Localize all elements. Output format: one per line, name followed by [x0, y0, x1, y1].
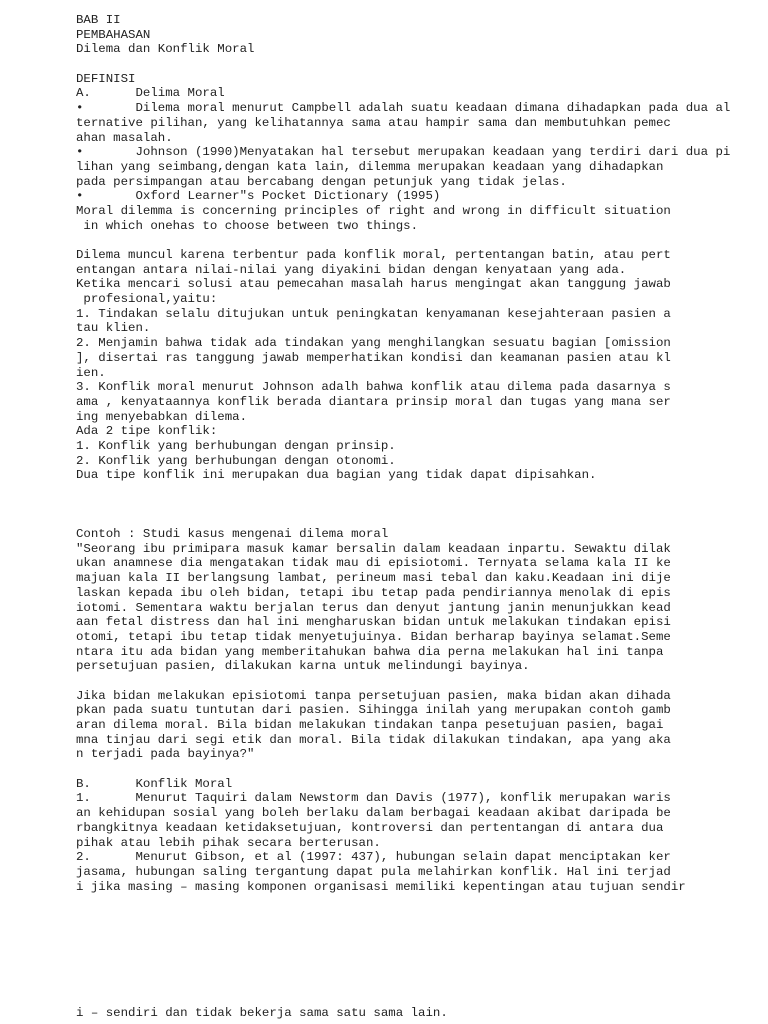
text-line: B. Konflik Moral — [76, 776, 233, 791]
text-line: 2. Menjamin bahwa tidak ada tindakan yang menghilangkan sesuatu bagian [omission — [76, 336, 671, 351]
document-title: Dilema dan Konflik Moral — [76, 42, 255, 57]
text-line: pada persimpangan atau bercabang dengan petunjuk yang tidak jelas. — [76, 174, 567, 189]
text-line: otomi, tetapi ibu tetap tidak menyetujuinya. Bidan berharap bayinya selamat.Seme — [76, 629, 671, 644]
text-line: aran dilema moral. Bila bidan melakukan tindakan tanpa pesetujuan pasien, bagai — [76, 718, 664, 732]
subheading-a: A. Delima Moral — [76, 86, 225, 101]
section-heading: PEMBAHASAN — [76, 27, 151, 42]
text-line: Moral dilemma is concerning principles of right and wrong in difficult situation — [76, 203, 671, 218]
definisi-heading: DEFINISI — [76, 71, 136, 86]
text-line: aan fetal distress dan hal ini mengharuskan bidan untuk melakukan tindakan episi — [76, 615, 671, 630]
text-line: jasama, hubungan saling tergantung dapat pula melahirkan konflik. Hal ini terjad — [76, 864, 671, 879]
text-line: entangan antara nilai-nilai yang diyakini bidan dengan kenyataan yang ada. — [76, 262, 627, 277]
text-line: Ada 2 tipe konflik: — [76, 424, 218, 439]
text-line: 2. Konflik yang berhubungan dengan otonomi. — [76, 453, 396, 468]
text-line: ], disertai ras tanggung jawab memperhatikan kondisi dan keamanan pasien atau kl — [76, 350, 671, 365]
text-line: 3. Konflik moral menurut Johnson adalh bahwa konflik atau dilema pada dasarnya s — [76, 380, 671, 395]
text-line: ahan masalah. — [76, 130, 173, 145]
text-line: Contoh : Studi kasus mengenai dilema moral — [76, 527, 389, 542]
text-line: rbangkitnya keadaan ketidaksetujuan, kontroversi dan pertentangan di antara dua — [76, 820, 664, 835]
paragraph-responsibility — [76, 248, 756, 483]
text-line: Dua tipe konflik ini merupakan dua bagian yang tidak dapat dipisahkan. — [76, 468, 597, 483]
text-line: n terjadi pada bayinya?" — [76, 747, 255, 762]
footer-continuation-line: i – sendiri dan tidak bekerja sama satu sama lain. — [76, 1006, 448, 1020]
chapter-heading: BAB II — [76, 13, 121, 27]
text-line: pihak atau lebih pihak secara berterusan. — [76, 835, 381, 850]
document-page — [76, 13, 756, 894]
text-line: ukan anamnese dia mengatakan tidak mau di episiotomi. Ternyata selama kala II ke — [76, 556, 671, 571]
text-line: majuan kala II berlangsung lambat, perineum masi tebal dan kaku.Keadaan ini dije — [76, 571, 671, 586]
text-line: Dilema muncul karena terbentur pada konflik moral, pertentangan batin, atau pert — [76, 248, 671, 262]
text-line: ternative pilihan, yang kelihatannya sama atau hampir sama dan membutuhkan pemec — [76, 115, 671, 130]
text-line: an kehidupan sosial yang boleh berlaku dalam berbagai keadaan akibat daripada be — [76, 806, 671, 821]
text-line: mna tinjau dari segi etik dan moral. Bila tidak dilakukan tindakan, apa yang aka — [76, 732, 671, 747]
text-line: profesional,yaitu: — [76, 292, 218, 307]
text-line: 1. Konflik yang berhubungan dengan prinsip. — [76, 438, 396, 453]
text-line: • Johnson (1990)Menyatakan hal tersebut merupakan keadaan yang terdiri dari dua pi — [76, 145, 731, 160]
text-line: ien. — [76, 365, 106, 380]
text-line: ntara itu ada bidan yang memberitahukan bahwa dia perna melakukan hal ini tanpa — [76, 644, 664, 659]
text-line: i jika masing – masing komponen organisasi memiliki kepentingan atau tujuan sendir — [76, 879, 686, 894]
text-line: laskan kepada ibu oleh bidan, tetapi ibu tetap pada pendiriannya menolak di epis — [76, 585, 671, 600]
text-line: ama , kenyataannya konflik berada diantara prinsip moral dan tugas yang mana ser — [76, 394, 671, 409]
text-line: 1. Menurut Taquiri dalam Newstorm dan Davis (1977), konflik merupakan waris — [76, 791, 671, 806]
text-line: • Oxford Learner"s Pocket Dictionary (1995) — [76, 189, 441, 204]
text-line: 2. Menurut Gibson, et al (1997: 437), hubungan selain dapat menciptakan ker — [76, 850, 671, 865]
text-line: • Dilema moral menurut Campbell adalah suatu keadaan dimana dihadapkan pada dua al — [76, 101, 731, 116]
case-study — [76, 527, 756, 674]
text-line: tau klien. — [76, 321, 151, 336]
paragraph-case-analysis — [76, 689, 756, 762]
text-line: 1. Tindakan selalu ditujukan untuk peningkatan kenyamanan kesejahteraan pasien a — [76, 306, 671, 321]
text-line: "Seorang ibu primipara masuk kamar bersalin dalam keadaan inpartu. Sewaktu dilak — [76, 541, 671, 556]
text-line: lihan yang seimbang,dengan kata lain, dilemma merupakan keadaan yang dihadapkan — [76, 159, 664, 174]
definisi-body — [76, 101, 756, 233]
text-line: iotomi. Sementara waktu berjalan terus dan denyut jantung janin menunjukkan kead — [76, 600, 671, 615]
text-line: persetujuan pasien, dilakukan karna untuk melindungi bayinya. — [76, 659, 530, 674]
text-line: Ketika mencari solusi atau pemecahan masalah harus mengingat akan tanggung jawab — [76, 277, 671, 292]
text-line: ing menyebabkan dilema. — [76, 409, 248, 424]
text-line: in which onehas to choose between two things. — [76, 218, 419, 233]
konflik-moral-section — [76, 777, 756, 895]
text-line: pkan pada suatu tuntutan dari pasien. Sihingga inilah yang merupakan contoh gamb — [76, 703, 671, 718]
text-line: Jika bidan melakukan episiotomi tanpa persetujuan pasien, maka bidan akan dihada — [76, 688, 671, 703]
